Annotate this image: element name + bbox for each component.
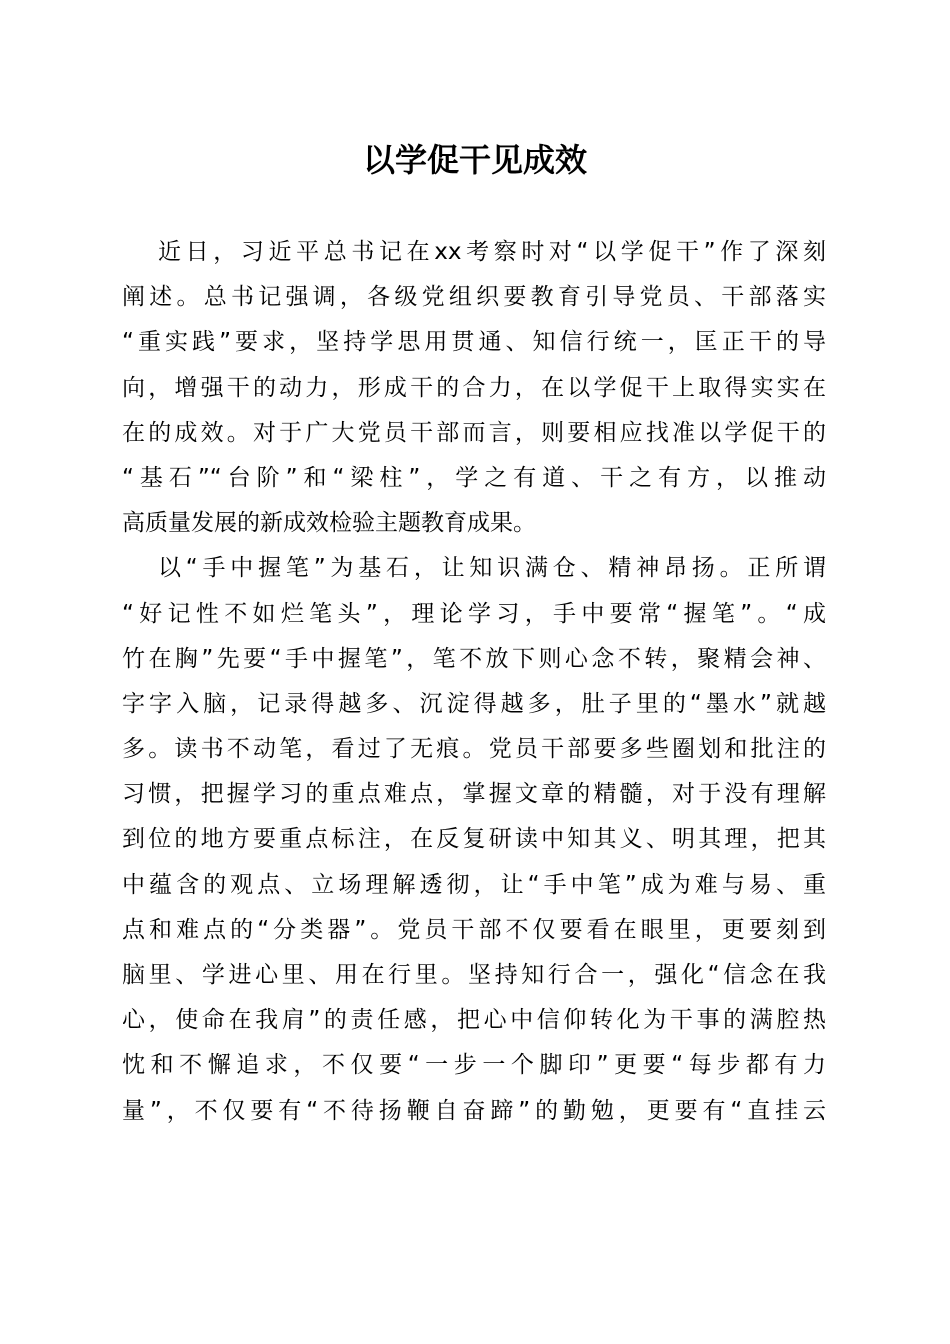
body-line: 量”，不仅要有“不待扬鞭自奋蹄”的勤勉，更要有“直挂云	[122, 1097, 826, 1124]
body-line: 多。读书不动笔，看过了无痕。党员干部要多些圈划和批注的	[122, 736, 826, 763]
document-title: 以学促干见成效	[362, 141, 587, 179]
body-line: 忱和不懈追求，不仅要“一步一个脚印”更要“每步都有力	[122, 1052, 826, 1079]
body-line: 阐述。总书记强调，各级党组织要教育引导党员、干部落实	[122, 284, 826, 311]
body-line: 字字入脑，记录得越多、沉淀得越多，肚子里的“墨水”就越	[122, 690, 826, 717]
body-line: 以“手中握笔”为基石，让知识满仓、精神昂扬。正所谓	[158, 555, 826, 582]
body-line: 向，增强干的动力，形成干的合力，在以学促干上取得实实在	[122, 374, 826, 401]
body-line: 中蕴含的观点、立场理解透彻，让“手中笔”成为难与易、重	[122, 871, 826, 898]
body-line: 脑里、学进心里、用在行里。坚持知行合一，强化“信念在我	[122, 962, 826, 988]
body-line: 习惯，把握学习的重点难点，掌握文章的精髓，对于没有理解	[122, 781, 826, 808]
body-line: 到位的地方要重点标注，在反复研读中知其义、明其理，把其	[122, 826, 826, 853]
body-line: 在的成效。对于广大党员干部而言，则要相应找准以学促干的	[122, 419, 826, 446]
body-line: 高质量发展的新成效检验主题教育成果。	[122, 510, 536, 537]
body-line: 点和难点的“分类器”。党员干部不仅要看在眼里，更要刻到	[122, 916, 826, 943]
body-line: 竹在胸”先要“手中握笔”，笔不放下则心念不转，聚精会神、	[122, 645, 826, 672]
body-line: 近日，习近平总书记在xx考察时对“以学促干”作了深刻	[158, 239, 826, 265]
document-body	[122, 230, 826, 1134]
body-line: “重实践”要求，坚持学思用贯通、知信行统一，匡正干的导	[122, 329, 826, 356]
body-line: “好记性不如烂笔头”，理论学习，手中要常“握笔”。“成	[122, 600, 826, 627]
body-line: 心，使命在我肩”的责任感，把心中信仰转化为干事的满腔热	[122, 1007, 826, 1034]
body-line: “基石”“台阶”和“梁柱”，学之有道、干之有方，以推动	[122, 464, 826, 491]
